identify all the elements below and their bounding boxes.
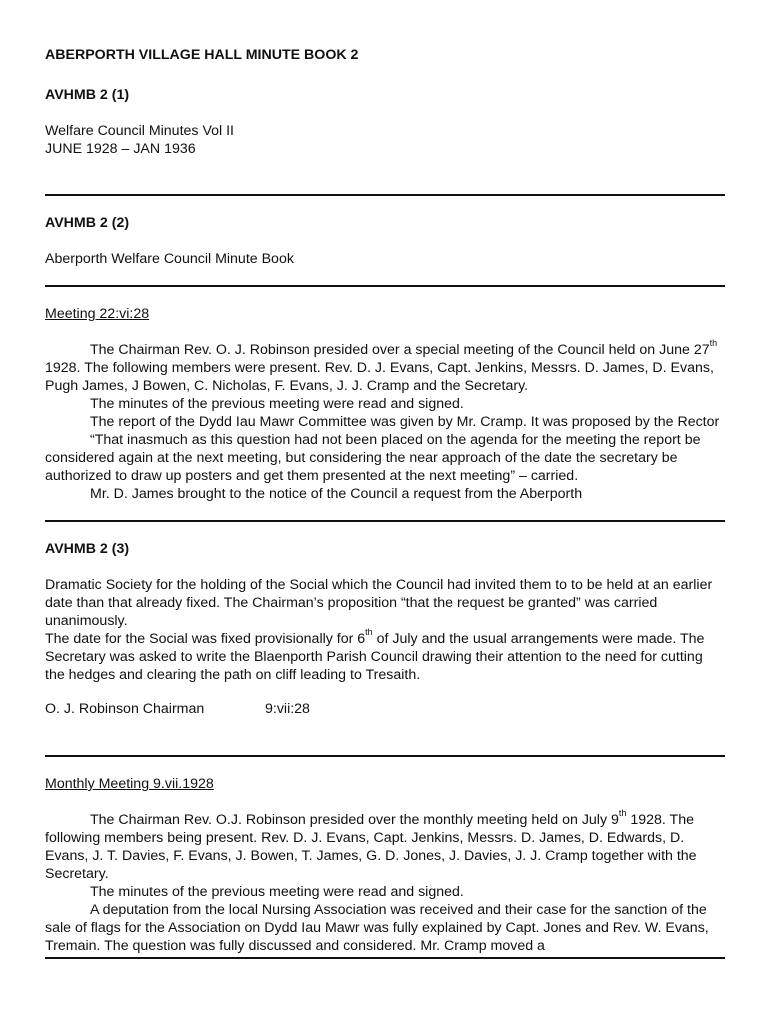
- minutes-paragraph: The minutes of the previous meeting were read and signed.: [90, 396, 464, 412]
- section-ref-1: AVHMB 2 (1): [45, 87, 130, 103]
- document-page: [45, 46, 725, 959]
- minutes-paragraph: The report of the Dydd Iau Mawr Committee was given by Mr. Cramp. It was proposed by the Rector: [90, 414, 720, 430]
- book-title: ABERPORTH VILLAGE HALL MINUTE BOOK 2: [45, 47, 359, 63]
- meeting-heading: Meeting 22:vi:28: [45, 306, 150, 322]
- section-1-line-2: JUNE 1928 – JAN 1936: [45, 141, 196, 157]
- minutes-paragraph: Dramatic Society for the holding of the Social which the Council had invited them to to be held at an earlier date than that already fixed. The Chairman’s proposition “that the request be granted” was carried unanimously.: [45, 577, 713, 629]
- minutes-paragraph: The minutes of the previous meeting were read and signed.: [90, 884, 464, 900]
- section-1-line-1: Welfare Council Minutes Vol II: [45, 123, 234, 139]
- signature-date: 9:vii:28: [265, 701, 310, 717]
- section-divider: [45, 957, 725, 959]
- minutes-paragraph: “That inasmuch as this question had not been placed on the agenda for the meeting the report be considered again at the next meeting, but considering the near approach of the date the secretary be authorized to draw up posters and get them presented at the next meeting” – carried.: [45, 432, 701, 484]
- minutes-paragraph: The date for the Social was fixed provisionally for 6th of July and the usual arrangements were made. The Secretary was asked to write the Blaenporth Parish Council drawing their attention to the need for cutting the hedges and clearing the path on cliff leading to Tresaith.: [45, 627, 705, 683]
- section-2-line-1: Aberporth Welfare Council Minute Book: [45, 251, 294, 267]
- minutes-paragraph: Mr. D. James brought to the notice of the Council a request from the Aberporth: [90, 486, 583, 502]
- meeting-heading: Monthly Meeting 9.vii.1928: [45, 776, 214, 792]
- minutes-paragraph: A deputation from the local Nursing Association was received and their case for the sanction of the sale of flags for the Association on Dydd Iau Mawr was fully explained by Capt. Jones and Rev. W. Evans, Tremain. The question was fully discussed and considered. Mr. Cramp moved a: [45, 902, 709, 954]
- chairman-signature: [45, 700, 725, 718]
- minutes-paragraph: The Chairman Rev. O.J. Robinson presided over the monthly meeting held on July 9th 1928. The following members being present. Rev. D. J. Evans, Capt. Jenkins, Messrs. D. James, D. Edwards, D. Evans, J. T. Davies, F. Evans, J. Bowen, T. James, G. D. Jones, J. Davies, J. J. Cramp together with the Secretary.: [45, 808, 697, 882]
- section-ref-2: AVHMB 2 (2): [45, 215, 130, 231]
- section-ref-3: AVHMB 2 (3): [45, 541, 130, 557]
- minutes-paragraph: The Chairman Rev. O. J. Robinson presided over a special meeting of the Council held on June 27th 1928. The following members were present. Rev. D. J. Evans, Capt. Jenkins, Messrs. D. James, D. Evans, Pugh James, J Bowen, C. Nicholas, F. Evans, J. J. Cramp and the Secretary.: [45, 338, 718, 394]
- signature-name: O. J. Robinson Chairman: [45, 701, 205, 717]
